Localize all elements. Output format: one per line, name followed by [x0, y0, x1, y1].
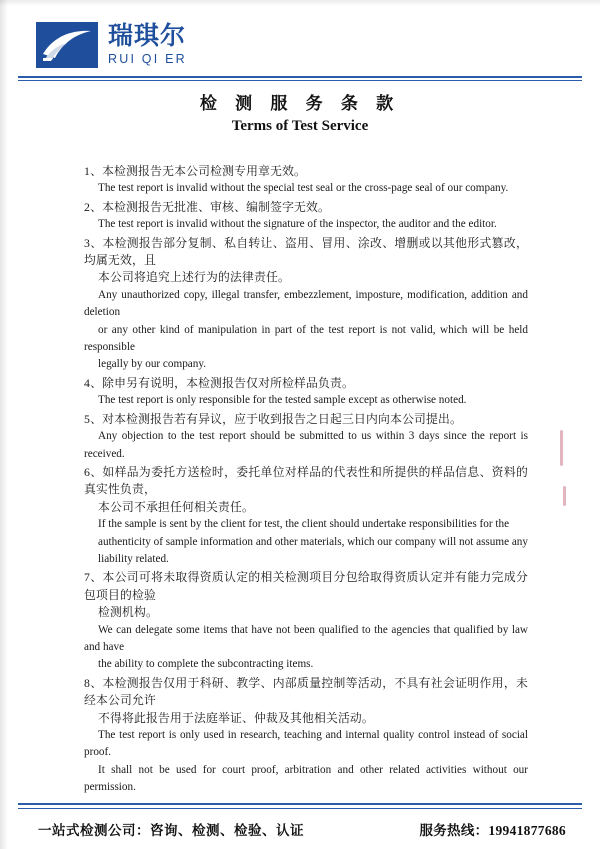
term-text-en: The test report is invalid without the special test seal or the cross-page seal of our company. — [98, 182, 509, 195]
term-number: 4、 — [84, 375, 103, 390]
term-number: 8、 — [84, 675, 103, 690]
term-text-cn: 本公司可将未取得资质认定的相关检测项目分包给取得资质认定并有能力完成分包项目的检验 — [84, 570, 528, 602]
page-footer — [38, 819, 566, 839]
term-text-en: liability related. — [98, 552, 169, 565]
term-text-en: The test report is only responsible for the tested sample except as otherwise noted. — [98, 394, 467, 407]
term-number: 5、 — [84, 411, 103, 426]
term-text-en: the ability to complete the subcontracting items. — [98, 658, 314, 671]
footer-services-text: 一站式检测公司：咨询、检测、检验、认证 — [38, 823, 304, 838]
terms-list — [84, 163, 528, 798]
term-text-en: It shall not be used for court proof, arbitration and other related activities without our permission. — [84, 763, 528, 794]
term-text-cn: 本检测报告无批准、审核、编制签字无效。 — [102, 199, 331, 214]
footer-divider — [18, 803, 582, 805]
term-text-cn: 本检测报告部分复制、私自转让、盗用、冒用、涂改、增删或以其他形式篡改，均属无效，且 — [84, 235, 528, 268]
term-text-en: The test report is only used in research, teaching and internal quality control instead of social proof. — [84, 729, 528, 759]
term-text-cn: 本公司将追究上述行为的法律责任。 — [98, 270, 290, 285]
term-text-cn: 检测机构。 — [98, 605, 158, 620]
term-text-en: or any other kind of manipulation in part of the test report is not valid, which will be held responsible — [84, 323, 528, 354]
term-item — [84, 375, 528, 410]
term-number: 1、 — [84, 164, 103, 178]
logo-name-en: RUI QI ER — [108, 52, 187, 67]
term-number: 3、 — [84, 235, 103, 250]
term-text-en: Any unauthorized copy, illegal transfer, embezzlement, imposture, modification, addition and deletion — [84, 288, 528, 319]
page-title-en: Terms of Test Service — [231, 118, 369, 134]
term-item — [84, 163, 528, 198]
page-title-cn: 检 测 服 务 条 款 — [199, 94, 401, 113]
scan-top-shadow — [0, 0, 600, 6]
logo-wordmark — [108, 24, 187, 66]
swoosh-logo-icon — [36, 22, 98, 68]
term-text-cn: 本检测报告仅用于科研、教学、内部质量控制等活动，不具有社会证明作用，未经本公司允许 — [84, 675, 528, 708]
term-text-en: The test report is invalid without the signature of the inspector, the auditor and the editor. — [98, 218, 497, 231]
term-text-en: Any objection to the test report should be submitted to us within 3 days since the report is received. — [84, 430, 528, 460]
term-text-cn: 本检测报告无本公司检测专用章无效。 — [102, 164, 307, 178]
term-text-en: authenticity of sample information and other materials, which our company will not assume any — [98, 535, 528, 548]
footer-hotline-text: 服务热线：19941877686 — [419, 823, 566, 838]
term-text-cn: 本公司不承担任何相关责任。 — [98, 499, 254, 514]
term-text-cn: 除申另有说明，本检测报告仅对所检样品负责。 — [102, 375, 355, 390]
footer-divider-thin — [18, 808, 582, 809]
header-divider-thin — [18, 80, 582, 81]
scan-artifact — [563, 486, 566, 506]
term-number: 6、 — [84, 464, 103, 479]
term-text-en: legally by our company. — [98, 358, 207, 371]
term-item — [84, 675, 528, 797]
term-text-en: If the sample is sent by the client for test, the client should undertake responsibilities for the — [98, 518, 510, 531]
term-text-cn: 如样品为委托方送检时，委托单位对样品的代表性和所提供的样品信息、资料的真实性负责， — [84, 464, 528, 497]
term-text-cn: 对本检测报告若有异议，应于收到报告之日起三日内向本公司提出。 — [102, 411, 463, 426]
logo-name-cn: 瑞琪尔 — [108, 23, 187, 51]
header-divider — [18, 76, 582, 78]
company-logo — [36, 22, 187, 68]
term-item — [84, 411, 528, 463]
term-text-en: We can delegate some items that have not been qualified to the agencies that qualified by law and have — [84, 623, 528, 653]
term-item — [84, 569, 528, 673]
scan-artifact — [560, 430, 563, 466]
term-text-cn: 不得将此报告用于法庭举证、仲裁及其他相关活动。 — [98, 710, 374, 725]
term-item — [84, 235, 528, 374]
term-number: 2、 — [84, 199, 103, 214]
term-number: 7、 — [84, 570, 103, 585]
term-item — [84, 464, 528, 568]
term-item — [84, 199, 528, 234]
